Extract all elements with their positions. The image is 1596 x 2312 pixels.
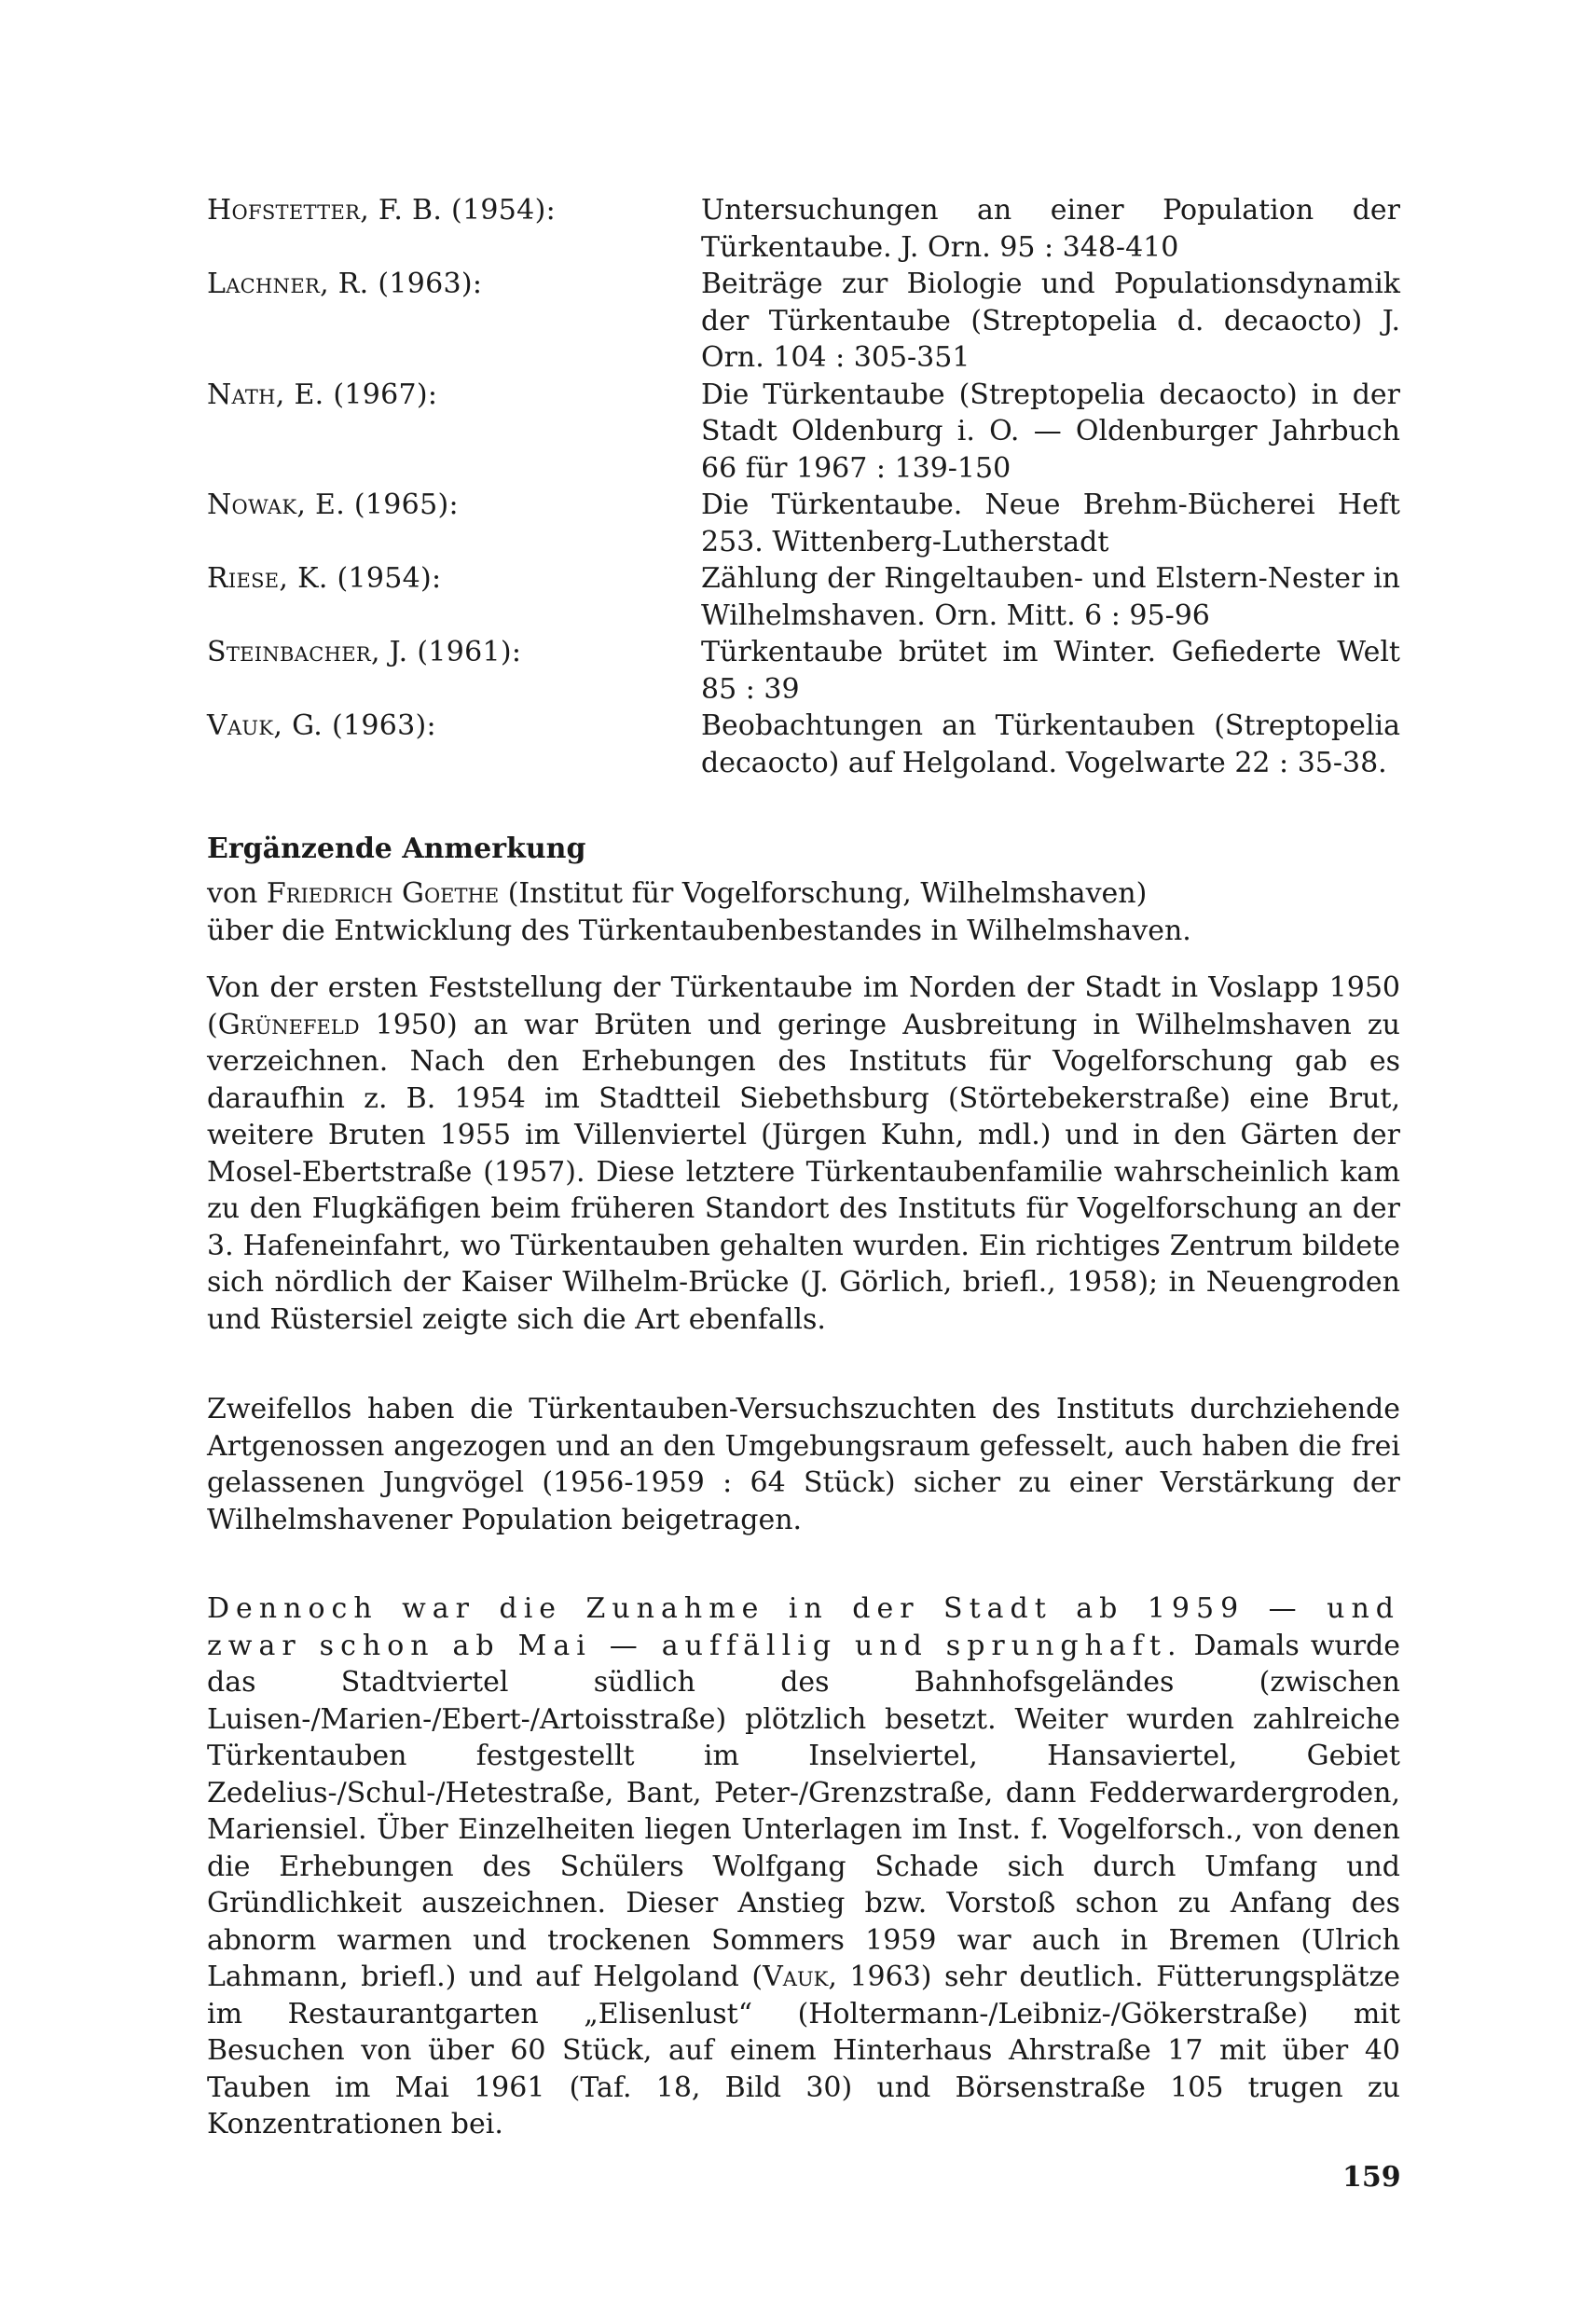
emphasized-text: Dennoch war die Zunahme in der Stadt ab 1959 — und zwar schon ab Mai — auffällig und sprunghaft. — [207, 1592, 1400, 1662]
reference-author: Hofstetter, F. B. (1954): — [207, 194, 556, 227]
paragraph-text: Von der ersten Feststellung der Türkentaube im Norden der Stadt in Voslapp 1950 ( — [207, 971, 1400, 1041]
body-paragraph-2: Zweifellos haben die Türkentauben-Versuchszuchten des Instituts durchziehende Artgenossen angezogen und an den Umgebungsraum gefesselt, auch haben die frei gelassenen Jungvögel (1956-1959 : 64 Stück) sicher zu einer Verstärkung der Wilhelmshavener Population beigetragen. — [207, 1393, 1400, 1536]
reference-entry — [207, 634, 1400, 708]
page-number: 159 — [1342, 2161, 1401, 2194]
cited-author: Grünefeld — [217, 1008, 360, 1041]
section-byline — [207, 875, 1400, 949]
reference-entry — [207, 266, 1400, 377]
reference-text: Beobachtungen an Türkentauben (Streptopelia decaocto) auf Helgoland. Vogelwarte 22 : 35-38. — [701, 709, 1400, 779]
body-paragraph-1 — [207, 970, 1400, 1338]
byline-prefix: von — [207, 877, 267, 910]
reference-text: Türkentaube brütet im Winter. Gefiederte Welt 85 : 39 — [701, 636, 1400, 706]
reference-author: Nath, E. (1967): — [207, 378, 438, 411]
paragraph-text: Damals wurde das Stadtviertel südlich des Bahnhofsgeländes (zwischen Luisen-/Marien-/Ebert-/Artoisstraße) plötzlich besetzt. Weiter wurden zahlreiche Türkentauben festgestellt im Inselviertel, Hansaviertel, Gebiet Zedelius-/Schul-/Hetestraße, Bant, Peter-/Grenzstraße, dann Fedderwardergroden, Mariensiel. Über Einzelheiten liegen Unterlagen im Inst. f. Vogelforsch., von denen die Erhebungen des Schülers Wolfgang Schade sich durch Umfang und Gründlichkeit auszeichnen. Dieser Anstieg bzw. Vorstoß schon zu Anfang des abnorm warmen und trockenen Sommers 1959 war auch in Bremen (Ulrich Lahmann, briefl.) und auf Helgoland ( — [207, 1629, 1400, 1993]
section-heading: Ergänzende Anmerkung — [207, 833, 586, 865]
byline-author: Friedrich Goethe — [266, 877, 500, 910]
reference-author: Vauk, G. (1963): — [207, 709, 436, 742]
byline-subject: über die Entwicklung des Türkentaubenbestandes in Wilhelmshaven. — [207, 914, 1191, 947]
reference-author: Steinbacher, J. (1961): — [207, 636, 522, 668]
reference-text: Beiträge zur Biologie und Populationsdynamik der Türkentaube (Streptopelia d. decaocto) J. Orn. 104 : 305-351 — [701, 268, 1400, 374]
reference-text: Die Türkentaube (Streptopelia decaocto) in der Stadt Oldenburg i. O. — Oldenburger Jahrbuch 66 für 1967 : 139-150 — [701, 378, 1400, 485]
reference-author: Lachner, R. (1963): — [207, 268, 483, 300]
reference-entry — [207, 487, 1400, 560]
reference-text: Die Türkentaube. Neue Brehm-Bücherei Heft 253. Wittenberg-Lutherstadt — [701, 489, 1400, 558]
byline-affiliation: (Institut für Vogelforschung, Wilhelmshaven) — [499, 877, 1148, 910]
reference-entry — [207, 560, 1400, 634]
reference-entry — [207, 708, 1400, 781]
body-paragraph-3 — [207, 1590, 1400, 2143]
reference-text: Zählung der Ringeltauben- und Elstern-Nester in Wilhelmshaven. Orn. Mitt. 6 : 95-96 — [701, 562, 1400, 632]
paragraph-text: , 1963) sehr deutlich. Fütterungsplätze im Restaurantgarten „Elisenlust“ (Holtermann-/Leibniz-/Gökerstraße) mit Besuchen von über 60 Stück, auf einem Hinterhaus Ahrstraße 17 mit über 40 Tauben im Mai 1961 (Taf. 18, Bild 30) und Börsenstraße 105 trugen zu Konzentrationen bei. — [207, 1961, 1400, 2140]
reference-author: Nowak, E. (1965): — [207, 489, 459, 521]
reference-list — [207, 192, 1400, 781]
reference-text: Untersuchungen an einer Population der Türkentaube. J. Orn. 95 : 348-410 — [701, 194, 1400, 264]
paragraph-text: 1950) an war Brüten und geringe Ausbreitung in Wilhelmshaven zu verzeichnen. Nach den Erhebungen des Instituts für Vogelforschung gab es daraufhin z. B. 1954 im Stadtteil Siebethsburg (Störtebekerstraße) eine Brut, weitere Bruten 1955 im Villenviertel (Jürgen Kuhn, mdl.) und in den Gärten der Mosel-Ebertstraße (1957). Diese letztere Türkentaubenfamilie wahrscheinlich kam zu den Flugkäfigen beim früheren Standort des Instituts für Vogelforschung an der 3. Hafeneinfahrt, wo Türkentauben gehalten wurden. Ein richtiges Zentrum bildete sich nördlich der Kaiser Wilhelm-Brücke (J. Görlich, briefl., 1958); in Neuengroden und Rüstersiel zeigte sich die Art ebenfalls. — [207, 1008, 1400, 1336]
reference-author: Riese, K. (1954): — [207, 562, 442, 595]
reference-entry — [207, 192, 1400, 266]
cited-author: Vauk — [763, 1961, 829, 1993]
reference-entry — [207, 377, 1400, 488]
